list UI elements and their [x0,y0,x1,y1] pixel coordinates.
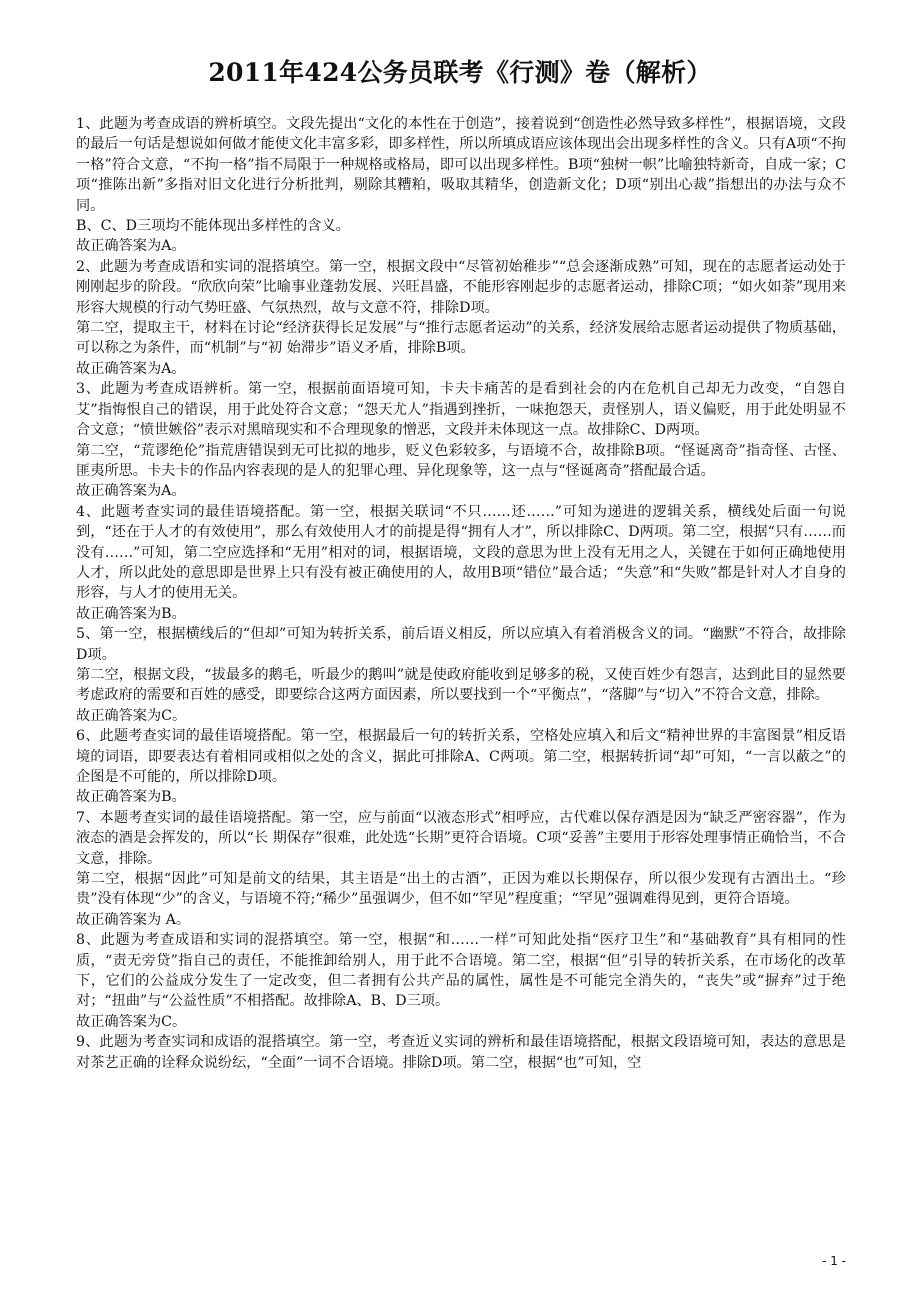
paragraph: 5、第一空，根据横线后的“但却”可知为转折关系，前后语义相反，所以应填入有着消极含义的词。“幽默”不符合，故排除D项。 [76,626,846,663]
paragraph: 4、此题考查实词的最佳语境搭配。第一空，根据关联词“不只……还……”可知为递进的逻辑关系，横线处后面一句说到，“还在于人才的有效使用”，那么有效使用人才的前提是得“拥有人才”，所以排除C、D两项。第二空，根据“只有……而没有……”可知，第二空应选择和“无用”相对的词，根据语境，文段的意思为世上没有无用之人，关键在于如何正确地使用人才，所以此处的意思即是世界上只有没有被正确使用的人，故用B项“错位”最合适；“失意”和“失败”都是针对人才自身的形容，与人才的使用无关。 [76,503,846,602]
paragraph: 故正确答案为 A。 [76,911,191,928]
paragraph: 8、此题为考查成语和实词的混搭填空。第一空，根据“和……一样”可知此处指“医疗卫生”和“基础教育”具有相同的性质，“责无旁贷”指自己的责任，不能推卸给别人，用于此不合语境。第二空，根据“但”引导的转折关系，在市场化的改革下，它们的公益成分发生了一定改变，但二者拥有公共产品的属性，属性是不可能完全消失的，“丧失”或“摒弃”过于绝对；“扭曲”与“公益性质”不相搭配。故排除A、B、D三项。 [76,932,846,1010]
paragraph: 故正确答案为A。 [76,483,186,500]
paragraph: 故正确答案为A。 [76,238,186,255]
paragraph: 6、此题考查实词的最佳语境搭配。第一空，根据最后一句的转折关系，空格处应填入和后文“精神世界的丰富图景”相反语境的词语，即要表达有着相同或相似之处的含义，据此可排除A、C两项。第二空，根据转折词“却”可知，“一言以蔽之”的企图是不可能的，所以排除D项。 [76,728,846,785]
paragraph: 故正确答案为B。 [76,605,186,622]
paragraph: 1、此题为考查成语的辨析填空。文段先提出“文化的本性在于创造”，接着说到“创造性必然导致多样性”，根据语境，文段的最后一句话是想说如何做才能使文化丰富多彩，即多样性，所以所填成语应该体现出会出现多样性的含义。只有A项“不拘一格”符合文意，“不拘一格”指不局限于一种规格或格局，即可以出现多样性。B项“独树一帜”比喻独特新奇，自成一家；C项“推陈出新”多指对旧文化进行分析批判，剔除其糟粕，吸取其精华，创造新文化；D项“别出心裁”指想出的办法与众不同。 [76,116,846,214]
paragraph: 第二空，根据“因此”可知是前文的结果，其主语是“出土的古酒”，正因为难以长期保存，所以很少发现有古酒出土。“珍贵”没有体现“少”的含义，与语境不符;“稀少”虽强调少，但不如“罕见”程度重；“罕见”强调难得见到，更符合语境。 [76,871,846,908]
paragraph: 9、此题为考查实词和成语的混搭填空。第一空，考查近义实词的辨析和最佳语境搭配，根据文段语境可知，表达的意思是对茶艺正确的诠释众说纷纭，“全面”一词不合语境。排除D项。第二空，根据“也”可知，空 [76,1034,846,1071]
paragraph: 2、此题为考查成语和实词的混搭填空。第一空，根据文段中“尽管初始稚步”“总会逐渐成熟”可知，现在的志愿者运动处于刚刚起步的阶段。“欣欣向荣”比喻事业蓬勃发展、兴旺昌盛，不能形容刚起步的志愿者运动，排除C项；“如火如荼”现用来形容大规模的行动气势旺盛、气氛热烈，故与文意不符，排除D项。 [76,258,846,316]
paragraph: 故正确答案为A。 [76,360,186,377]
paragraph: 第二空，提取主干，材料在讨论“经济获得长足发展”与“推行志愿者运动”的关系，经济发展给志愿者运动提供了物质基础，可以称之为条件，而“机制”与“初 始滞步”语义矛盾，排除B项。 [76,320,846,357]
paragraph: 故正确答案为C。 [76,707,187,724]
page-number: - 1 - [822,1254,846,1268]
paragraph: 3、此题为考查成语辨析。第一空，根据前面语境可知，卡夫卡痛苦的是看到社会的内在危机自己却无力改变，“自怨自艾”指悔恨自己的错误，用于此处符合文意；“怨天尤人”指遇到挫折，一味抱怨天，责怪别人，语义偏贬，用于此处明显不合文意；“愤世嫉俗”表示对黑暗现实和不合理现象的憎恶，文段并未体现这一点。故排除C、D两项。 [76,381,846,439]
paragraph: 第二空，“荒谬绝伦”指荒唐错误到无可比拟的地步，贬义色彩较多，与语境不合，故排除B项。“怪诞离奇”指奇怪、古怪、匪夷所思。卡夫卡的作品内容表现的是人的犯罪心理、异化现象等，这一点与“怪诞离奇”搭配最合适。 [76,442,846,479]
document-title: 2011年424公务员联考《行测》卷（解析） [208,58,712,87]
paragraph: 第二空，根据文段，“拔最多的鹅毛，听最少的鹅叫”就是使政府能收到足够多的税，又使百姓少有怨言，达到此目的显然要考虑政府的需要和百姓的感受，即要综合这两方面因素，所以要找到一个“平衡点”，“落脚”与“切入”不符合文意，排除。 [76,666,846,704]
paragraph: 7、本题考查实词的最佳语境搭配。第一空，应与前面“以液态形式”相呼应，古代难以保存酒是因为“缺乏严密容器”，作为液态的酒是会挥发的，所以“长 期保存”很难，此处选“长期”更符合语境。C项“妥善”主要用于形容处理事情正确恰当，不合文意，排除。 [76,809,846,867]
paragraph: 故正确答案为C。 [76,1013,187,1030]
paragraph: B、C、D三项均不能体现出多样性的含义。 [76,218,350,235]
paragraph: 故正确答案为B。 [76,789,186,806]
document-body [76,114,846,1073]
